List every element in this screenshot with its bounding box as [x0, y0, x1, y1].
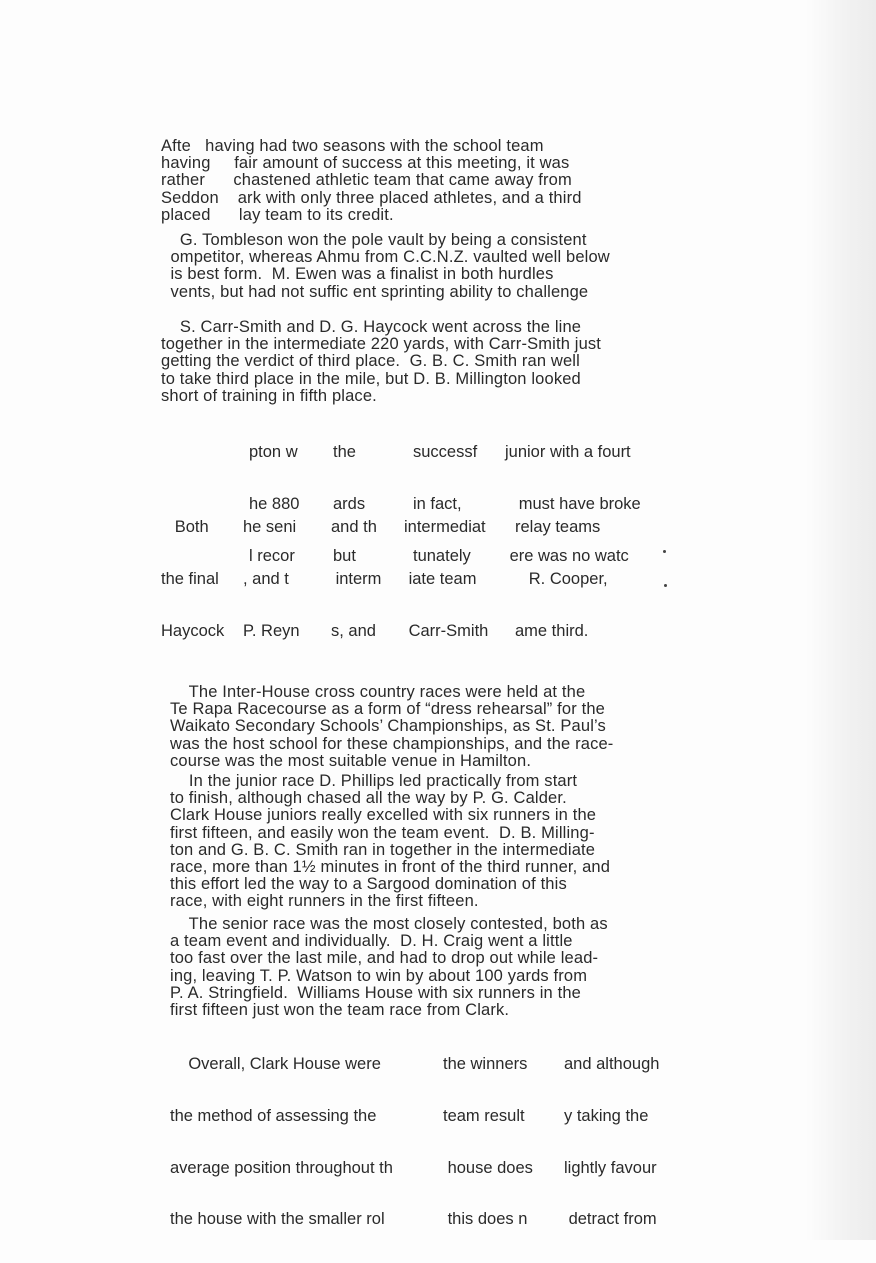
athletics-paragraph-3: [161, 319, 601, 405]
text-fragment: this does n: [443, 1210, 528, 1229]
text-fragment: s, and: [331, 621, 376, 640]
text-line: ton and G. B. C. Smith ran in together in the intermediate: [170, 840, 596, 859]
speck-mark: [663, 550, 666, 553]
cross-country-paragraph-2: [170, 773, 610, 911]
text-line: race, with eight runners in the first fifteen.: [170, 892, 479, 911]
text-line: to finish, although chased all the way by P. G. Calder.: [170, 789, 567, 808]
fragment-column: [243, 485, 300, 674]
text-line: G. Tombleson won the pole vault by being a consistent: [161, 231, 587, 249]
text-fragment: R. Cooper,: [515, 570, 608, 588]
text-line: placed lay team to its credit.: [161, 205, 394, 224]
text-fragment: he 880: [249, 495, 300, 513]
text-fragment: junior with a fourt: [505, 443, 631, 462]
text-fragment: y taking the: [564, 1107, 649, 1125]
text-fragment: in fact,: [413, 495, 462, 513]
fragment-column: [443, 1022, 533, 1263]
text-fragment: but: [333, 546, 356, 565]
text-line: Te Rapa Racecourse as a form of “dress rehearsal” for the: [170, 700, 605, 719]
text-fragment: house does: [443, 1158, 533, 1177]
text-line: first fifteen just won the team race from Clark.: [170, 1000, 510, 1019]
text-line: ing, leaving T. P. Watson to win by about 100 yards from: [170, 966, 588, 985]
text-fragment: he seni: [243, 518, 297, 537]
text-line: The senior race was the most closely contested, both as: [170, 915, 608, 933]
text-line: having fair amount of success at this meeting, it was: [161, 154, 570, 173]
fragment-column: [331, 485, 381, 674]
text-line: getting the verdict of third place. G. B. C. Smith ran well: [161, 352, 580, 371]
text-line: is best form. M. Ewen was a finalist in both hurdles: [161, 265, 554, 284]
text-fragment: Haycock: [161, 621, 225, 640]
text-fragment: tunately: [413, 546, 471, 565]
text-line: rather chastened athletic team that came away from: [161, 171, 572, 190]
text-fragment: Both: [161, 518, 209, 537]
text-fragment: the final: [161, 570, 219, 588]
text-line: too fast over the last mile, and had to drop out while lead-: [170, 949, 599, 968]
text-fragment: the method of assessing the: [170, 1107, 377, 1125]
text-line: P. A. Stringfield. Williams House with six runners in the: [170, 983, 581, 1002]
text-fragment: interm: [331, 570, 382, 588]
cross-country-paragraph-4: [170, 1022, 680, 1229]
text-fragment: iate team: [404, 570, 477, 588]
text-fragment: l recor: [249, 546, 295, 565]
text-fragment: ere was no watc: [505, 546, 629, 565]
text-line: first fifteen, and easily won the team event. D. B. Milling-: [170, 823, 595, 842]
text-line: race, more than 1½ minutes in front of the third runner, and: [170, 857, 611, 876]
text-line: together in the intermediate 220 yards, with Carr-Smith just: [161, 335, 602, 354]
text-fragment: successf: [413, 443, 478, 462]
text-line: ompetitor, whereas Ahmu from C.C.N.Z. vaulted well below: [161, 248, 610, 267]
cross-country-paragraph-3: [170, 916, 608, 1019]
text-line: Waikato Secondary Schools’ Championships, as St. Paul’s: [170, 717, 606, 736]
text-line: Clark House juniors really excelled with six runners in the: [170, 806, 597, 825]
text-fragment: intermediat: [404, 518, 486, 537]
speck-mark: [664, 584, 667, 587]
text-fragment: the: [333, 443, 356, 462]
text-fragment: lightly favour: [564, 1158, 657, 1177]
text-fragment: P. Reyn: [243, 621, 300, 640]
text-line: S. Carr-Smith and D. G. Haycock went across the line: [161, 318, 582, 336]
page-edge-shadow: [806, 0, 876, 1240]
text-fragment: must have broke: [505, 495, 641, 513]
fragment-column: [170, 1022, 393, 1263]
text-fragment: average position throughout th: [170, 1158, 393, 1177]
text-line: vents, but had not suffic ent sprinting ability to challenge: [161, 282, 589, 301]
text-line: short of training in fifth place.: [161, 386, 377, 405]
athletics-paragraph-1: [161, 138, 582, 224]
text-fragment: relay teams: [515, 518, 601, 537]
text-fragment: , and t: [243, 570, 289, 588]
cross-country-paragraph-1: [170, 684, 613, 770]
text-line: to take third place in the mile, but D. B. Millington looked: [161, 369, 581, 388]
fragment-column: [404, 485, 488, 674]
fragment-column: [564, 1022, 659, 1263]
fragment-column: [161, 485, 224, 674]
text-line: The Inter-House cross country races were held at the: [170, 683, 586, 701]
text-line: In the junior race D. Phillips led practically from start: [170, 772, 578, 790]
text-fragment: Overall, Clark House were: [170, 1055, 381, 1074]
athletics-paragraph-2: [161, 232, 610, 301]
text-fragment: ame third.: [515, 621, 589, 640]
text-line: a team event and individually. D. H. Craig went a little: [170, 932, 573, 951]
text-fragment: the house with the smaller rol: [170, 1210, 385, 1229]
text-fragment: pton w: [249, 443, 298, 462]
text-fragment: detract from: [564, 1210, 657, 1229]
text-line: was the host school for these championships, and the race-: [170, 734, 614, 753]
text-fragment: ards: [333, 495, 366, 513]
text-line: Seddon ark with only three placed athletes, and a third: [161, 188, 582, 207]
text-fragment: and th: [331, 518, 377, 537]
text-fragment: team result: [443, 1107, 525, 1125]
text-fragment: the winners: [443, 1055, 528, 1074]
text-line: this effort led the way to a Sargood domination of this: [170, 875, 567, 894]
text-line: Afte having had two seasons with the school team: [161, 137, 544, 155]
text-fragment: and although: [564, 1055, 660, 1074]
text-line: course was the most suitable venue in Hamilton.: [170, 751, 532, 770]
text-fragment: Carr-Smith: [404, 621, 489, 640]
fragment-column: [515, 485, 608, 674]
